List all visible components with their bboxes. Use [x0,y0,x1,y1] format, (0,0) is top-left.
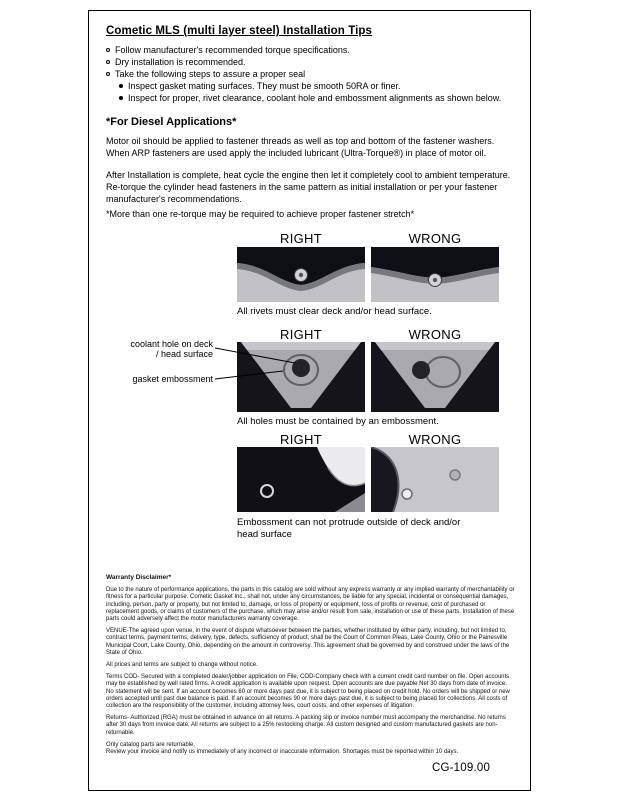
rivet-caption: All rivets must clear deck and/or head surface. [237,306,432,317]
right-column-label: RIGHT [280,432,322,447]
installation-tips-list [106,44,516,104]
legal-paragraph: Review your invoice and notify us immediately of any incorrect or inaccurate information. Shortages must be reported within 10 days. [106,749,459,756]
embossment-containment-right-image [237,342,365,412]
document-page [88,10,531,791]
protrusion-caption: Embossment can not protrude outside of deck and/or head surface [237,517,461,540]
right-column-label: RIGHT [280,327,322,342]
legal-paragraph: Returns- Authorized (RGA) must be obtained in advance on all returns. A packing slip or invoice number must accompany the merchandise. No returns after 30 days from invoice date. All returns are subject to a 25% restocking charge. All custom designed and custom manufactured gaskets are non-returnable. [106,715,506,736]
retorque-note: *More than one re-torque may be required to achieve proper fastener stretch* [106,209,415,219]
protrusion-wrong-image [371,447,499,512]
wrong-column-label: WRONG [408,327,462,342]
rivet-clearance-right-image [237,247,365,302]
holes-caption: All holes must be contained by an embossment. [237,416,439,427]
wrong-column-label: WRONG [408,231,462,246]
list-item-text: Dry installation is recommended. [115,57,246,67]
circle-bullet-icon [106,72,110,76]
diesel-paragraph-1: Motor oil should be applied to fastener threads as well as top and bottom of the fastener washers. When ARP fasteners are used apply the included lubricant (Ultra-Torque®) in place of motor oil. [106,136,495,158]
coolant-hole-callout: coolant hole on deck / head surface [130,339,213,359]
list-item-text: Inspect gasket mating surfaces. They must be smooth 50RA or finer. [128,81,401,91]
legal-section [106,574,515,761]
list-item [106,56,516,68]
legal-paragraph: Only catalog parts are returnable. [106,741,196,748]
protrusion-right-image [237,447,365,512]
circle-bullet-icon [106,48,110,52]
diesel-applications-heading: *For Diesel Applications* [106,116,237,128]
diesel-paragraph-2: After Installation is complete, heat cycle the engine then let it completely cool to ambient temperature. Re-torque the cylinder head fasteners in the same pattern as initial installation or per your fastener manufacturer's recommendations. [106,170,511,204]
embossment-containment-wrong-image [371,342,499,412]
warranty-disclaimer-title: Warranty Disclaimer* [106,574,172,581]
dot-bullet-icon [119,96,123,100]
legal-paragraph: Due to the nature of performance applications, the parts in this catalog are sold without any express warranty or any implied warranty of merchantability or fitness for a particular purpose. Cometic Gasket Inc., shall not, under any circumstances, be liable for any special, incidental or consequential damages, including, person, party or property, but not limited to, damage, or loss of property or equipment, loss of profits or revenue, cost of purchased or replacement goods, or claims of customers of the purchase, which may arise and/or result from sale, installation or use of these parts. Installation of these parts could adversely affect the motor manufacturers warranty coverage. [106,587,515,623]
legal-paragraph: VENUE-The agreed upon venue, in the event of dispute whatsoever between the parties, whether instituted by either party, including, but not limited to, contract terms, payment terms, delivery, type, defects, sufficiency of product, shall be the Court of Common Pleas, Lake County, Ohio or the Painesville Municipal Court, Lake County, Ohio, depending on the amount in controversy. This agreement shall be governed by and construed under the laws of the State of Ohio. [106,628,510,656]
list-item [106,44,516,56]
list-item-text: Follow manufacturer's recommended torque specifications. [115,45,350,55]
page-title: Cometic MLS (multi layer steel) Installation Tips [106,25,373,37]
circle-bullet-icon [106,60,110,64]
list-item [106,68,516,80]
gasket-embossment-callout: gasket embossment [132,374,213,384]
dot-bullet-icon [119,84,123,88]
page-code: CG-109.00 [432,762,491,774]
list-item [119,92,516,104]
list-item [119,80,516,92]
list-item-text: Take the following steps to assure a proper seal [115,69,306,79]
legal-paragraph: All prices and terms are subject to change without notice. [106,662,258,669]
wrong-column-label: WRONG [408,432,462,447]
legal-paragraph: Terms COD- Secured with a completed dealer/jobber application on File, COD-Company check with a current credit card number on file. Open accounts may be established by well rated firms. A credit application is available upon request. Open accounts are due payable Net 30 days from date of invoice. No statement will be sent. If an account becomes 60 or more days past due, it is subject to being placed on credit hold. No orders will be shipped or new orders accepted until past due balance is paid. If an account becomes 90 or more days past due, it is subject to being placed for collections. All costs of collection are the responsibility of the customer, including attorney fees, court costs, and other expenses of litigation. [106,674,510,710]
rivet-clearance-wrong-image [371,247,499,302]
right-column-label: RIGHT [280,231,322,246]
list-item-text: Inspect for proper, rivet clearance, coolant hole and embossment alignments as shown below. [128,93,502,103]
